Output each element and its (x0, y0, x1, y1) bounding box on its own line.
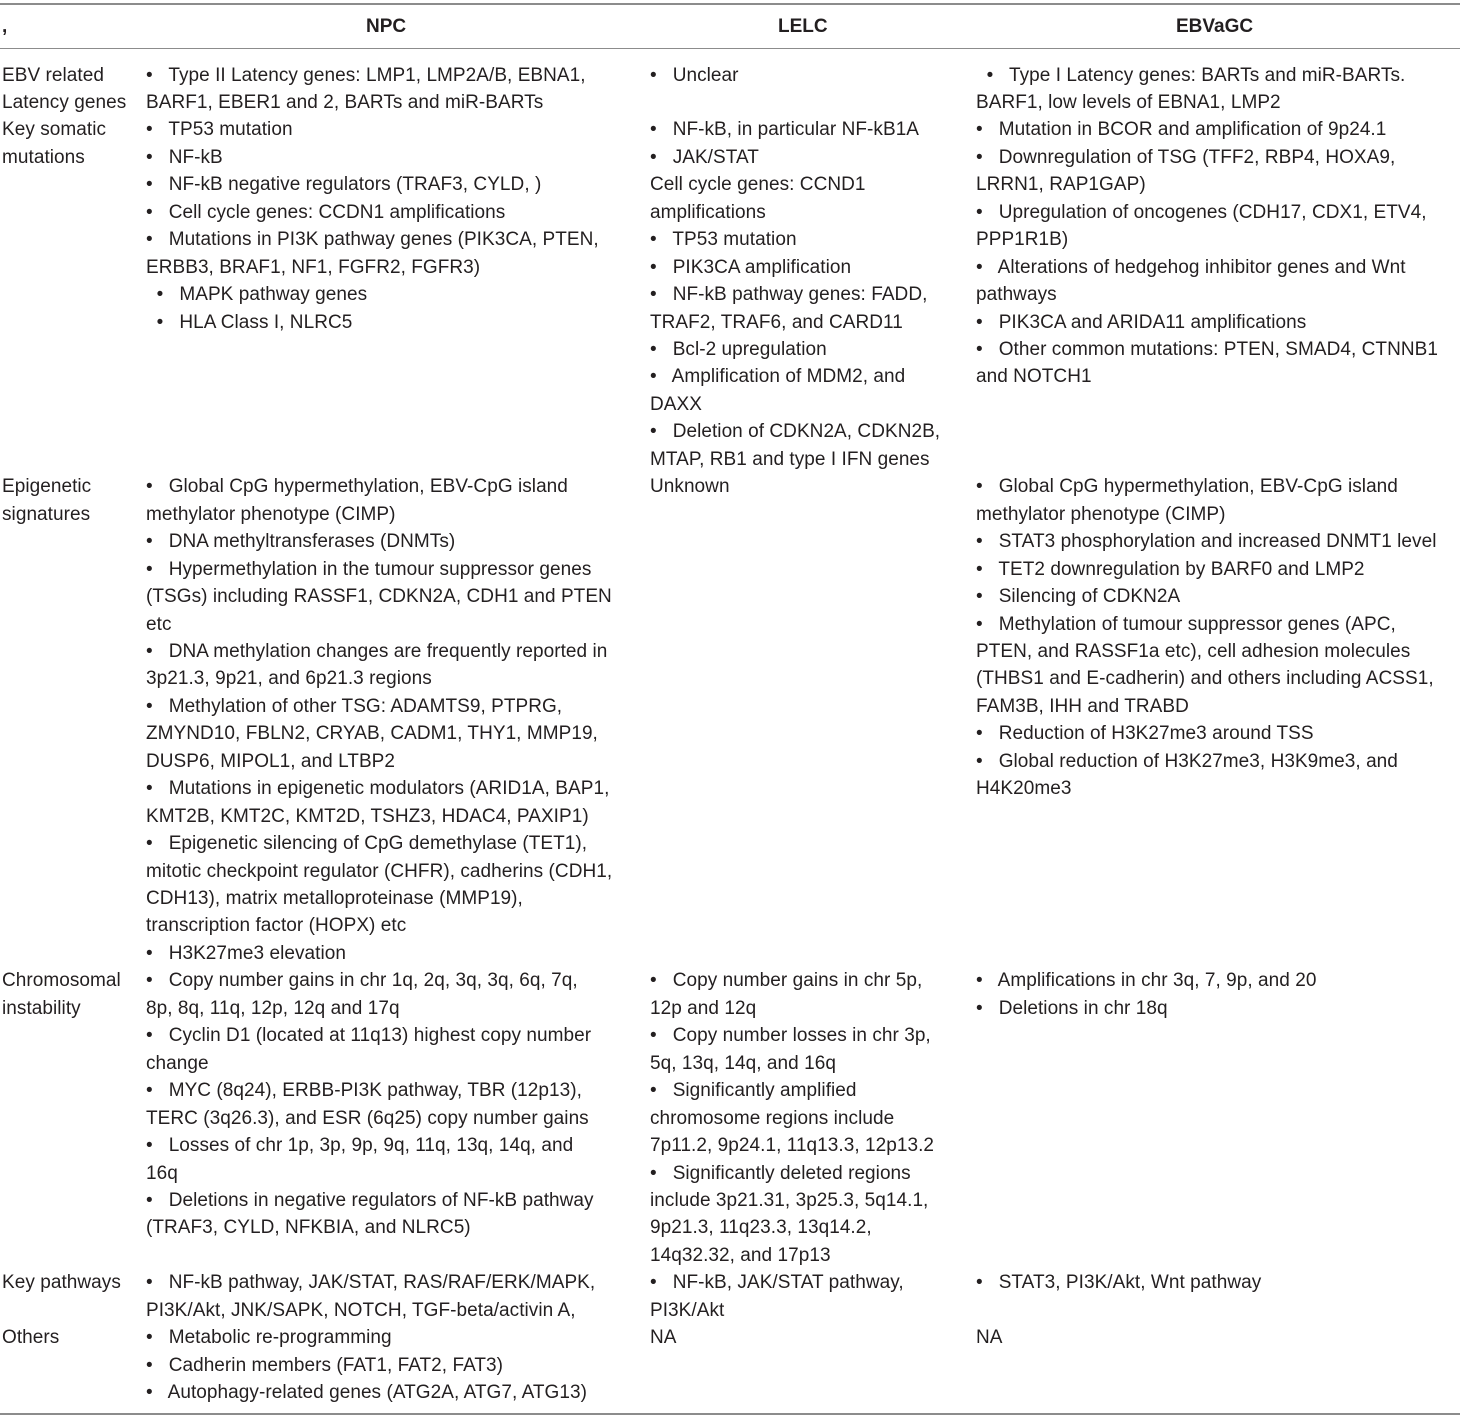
npc-cell-line: BARF1, EBER1 and 2, BARTs and miR-BARTs (146, 92, 544, 113)
npc-cell-line: TERC (3q26.3), and ESR (6q25) copy number gains (146, 1107, 589, 1129)
npc-cell-line: • H3K27me3 elevation (146, 942, 346, 964)
table-top-rule (0, 3, 1460, 5)
npc-cell-line: transcription factor (HOPX) etc (146, 915, 407, 937)
row-label-line: mutations (2, 146, 85, 168)
lelc-cell-line: MTAP, RB1 and type I IFN genes (650, 448, 930, 470)
npc-cell-line: • Losses of chr 1p, 3p, 9p, 9q, 11q, 13q, 14q, and (146, 1135, 574, 1156)
row-label-line: EBV related (2, 64, 104, 86)
lelc-cell-line: • Copy number losses in chr 3p, (650, 1025, 931, 1047)
lelc-cell-line: • TP53 mutation (650, 229, 797, 251)
header-corner: , (2, 16, 8, 37)
npc-cell-line: • NF-kB pathway, JAK/STAT, RAS/RAF/ERK/MAPK, (146, 1272, 596, 1294)
lelc-cell-line: amplifications (650, 201, 766, 223)
ebvagc-cell-line: • Alterations of hedgehog inhibitor genes and Wnt (976, 256, 1406, 278)
ebvagc-cell-line: • Deletions in chr 18q (976, 997, 1168, 1019)
ebvagc-cell-line: • Global CpG hypermethylation, EBV-CpG island (976, 476, 1398, 498)
ebvagc-cell-line: • Global reduction of H3K27me3, H3K9me3, and (976, 750, 1398, 772)
npc-cell-line: • HLA Class I, NLRC5 (146, 311, 353, 333)
lelc-cell-line: • Bcl-2 upregulation (650, 339, 827, 360)
lelc-cell-line: chromosome regions include (650, 1107, 895, 1129)
npc-cell-line: change (146, 1052, 209, 1074)
ebvagc-cell-line: • Amplifications in chr 3q, 7, 9p, and 20 (976, 970, 1317, 992)
npc-cell-line: KMT2B, KMT2C, KMT2D, TSHZ3, HDAC4, PAXIP1) (146, 805, 589, 827)
ebvagc-cell-line: PPP1R1B) (976, 229, 1069, 251)
row-label-line: Key pathways (2, 1272, 121, 1294)
npc-cell-line: • Mutations in PI3K pathway genes (PIK3CA, PTEN, (146, 229, 599, 251)
ebvagc-cell-line: • Downregulation of TSG (TFF2, RBP4, HOXA9, (976, 146, 1396, 168)
ebvagc-cell-line: • Upregulation of oncogenes (CDH17, CDX1, ETV4, (976, 201, 1427, 223)
npc-cell-line: 8p, 8q, 11q, 12p, 12q and 17q (146, 997, 400, 1019)
ebvagc-cell-line: • Silencing of CDKN2A (976, 586, 1181, 607)
ebvagc-cell-line: • Mutation in BCOR and amplification of 9p24.1 (976, 119, 1387, 141)
lelc-cell-line: • Copy number gains in chr 5p, (650, 970, 923, 992)
npc-cell-line: • Cadherin members (FAT1, FAT2, FAT3) (146, 1354, 504, 1376)
lelc-cell-line: 12p and 12q (650, 997, 757, 1019)
ebvagc-cell-line: • Reduction of H3K27me3 around TSS (976, 723, 1314, 745)
ebvagc-cell-line: FAM3B, IHH and TRABD (976, 695, 1189, 717)
row-label-line: Epigenetic (2, 476, 92, 498)
npc-cell-line: (TSGs) including RASSF1, CDKN2A, CDH1 and PTEN (146, 586, 612, 607)
npc-cell-line: • Epigenetic silencing of CpG demethylase (TET1), (146, 833, 588, 855)
table-bottom-rule (0, 1413, 1460, 1415)
npc-cell-line: • MAPK pathway genes (146, 284, 368, 306)
header-lelc: LELC (778, 16, 828, 37)
npc-cell-line: PI3K/Akt, JNK/SAPK, NOTCH, TGF-beta/activin A, (146, 1299, 576, 1321)
lelc-cell-line: • NF-kB, JAK/STAT pathway, (650, 1272, 904, 1294)
lelc-cell-line: • NF-kB, in particular NF-kB1A (650, 119, 920, 141)
ebvagc-cell-line: • STAT3 phosphorylation and increased DNMT1 level (976, 531, 1437, 553)
ebvagc-cell-line: and NOTCH1 (976, 366, 1092, 388)
npc-cell-line: etc (146, 613, 172, 635)
row-label-line: Key somatic (2, 119, 107, 141)
npc-cell-line: • Autophagy-related genes (ATG2A, ATG7, ATG13) (146, 1382, 587, 1404)
npc-cell-line: 3p21.3, 9p21, and 6p21.3 regions (146, 668, 432, 690)
ebvagc-cell-line: • Other common mutations: PTEN, SMAD4, CTNNB1 (976, 339, 1438, 360)
npc-cell-line: • DNA methylation changes are frequently reported in (146, 640, 608, 662)
npc-cell-line: • DNA methyltransferases (DNMTs) (146, 531, 456, 553)
lelc-cell-line: • JAK/STAT (650, 146, 759, 168)
npc-cell-line: CDH13), matrix metalloproteinase (MMP19), (146, 888, 523, 909)
row-label-line: instability (2, 997, 81, 1019)
npc-cell-line: ERBB3, BRAF1, NF1, FGFR2, FGFR3) (146, 256, 481, 278)
lelc-cell-line: DAXX (650, 393, 702, 415)
npc-cell-line: • NF-kB (146, 146, 223, 168)
npc-cell-line: • TP53 mutation (146, 119, 293, 141)
npc-cell-line: • Mutations in epigenetic modulators (ARID1A, BAP1, (146, 778, 610, 800)
npc-cell-line: methylator phenotype (CIMP) (146, 503, 396, 525)
npc-cell-line: • Cyclin D1 (located at 11q13) highest copy number (146, 1025, 592, 1047)
npc-cell-line: • Global CpG hypermethylation, EBV-CpG island (146, 476, 568, 498)
lelc-cell-line: 9p21.3, 11q23.3, 13q14.2, (650, 1217, 872, 1239)
ebvagc-cell-line: PTEN, and RASSF1a etc), cell adhesion molecules (976, 640, 1411, 662)
lelc-cell-line: • Amplification of MDM2, and (650, 366, 906, 388)
lelc-cell-line: 14q32.32, and 17p13 (650, 1244, 831, 1266)
lelc-cell-line: include 3p21.31, 3p25.3, 5q14.1, (650, 1190, 929, 1211)
lelc-cell-line: • NF-kB pathway genes: FADD, (650, 284, 928, 306)
npc-cell-line: • Cell cycle genes: CCDN1 amplifications (146, 201, 506, 223)
ebvagc-cell-line: • Methylation of tumour suppressor genes (APC, (976, 613, 1396, 635)
npc-cell-line: • Copy number gains in chr 1q, 2q, 3q, 3q, 6q, 7q, (146, 970, 578, 992)
npc-cell-line: ZMYND10, FBLN2, CRYAB, CADM1, THY1, MMP19, (146, 723, 598, 745)
ebvagc-cell-line: methylator phenotype (CIMP) (976, 503, 1226, 525)
row-label-line: Latency genes (2, 92, 127, 113)
lelc-cell-line: • Significantly amplified (650, 1080, 857, 1102)
lelc-cell-line: 7p11.2, 9p24.1, 11q13.3, 12p13.2 (650, 1135, 935, 1156)
row-label-line: Others (2, 1327, 60, 1349)
ebvagc-cell-line: • PIK3CA and ARIDA11 amplifications (976, 311, 1307, 333)
npc-cell-line: • Hypermethylation in the tumour suppressor genes (146, 558, 592, 580)
header-ebvagc: EBVaGC (1176, 16, 1254, 37)
npc-cell-line: DUSP6, MIPOL1, and LTBP2 (146, 750, 396, 772)
lelc-cell-line: Unknown (650, 476, 730, 498)
lelc-cell-line: PI3K/Akt (650, 1299, 725, 1321)
npc-cell-line: • Methylation of other TSG: ADAMTS9, PTPRG, (146, 695, 563, 717)
header-npc: NPC (366, 16, 407, 37)
npc-cell-line: • MYC (8q24), ERBB-PI3K pathway, TBR (12p13), (146, 1080, 582, 1102)
lelc-cell-line: TRAF2, TRAF6, and CARD11 (650, 311, 903, 333)
lelc-cell-line: Cell cycle genes: CCND1 (650, 174, 866, 196)
ebvagc-cell-line: • Type I Latency genes: BARTs and miR-BARTs. (976, 64, 1406, 86)
ebvagc-cell-line: (THBS1 and E-cadherin) and others including ACSS1, (976, 668, 1434, 690)
lelc-cell-line: NA (650, 1327, 677, 1349)
npc-cell-line: • Metabolic re-programming (146, 1327, 392, 1349)
npc-cell-line: • Deletions in negative regulators of NF-kB pathway (146, 1190, 594, 1211)
lelc-cell-line: • Unclear (650, 64, 739, 86)
row-label-line: Chromosomal (2, 970, 121, 992)
ebvagc-cell-line: BARF1, low levels of EBNA1, LMP2 (976, 92, 1281, 113)
ebvagc-cell-line: H4K20me3 (976, 778, 1072, 800)
npc-cell-line: • Type II Latency genes: LMP1, LMP2A/B, EBNA1, (146, 64, 586, 86)
npc-cell-line: • NF-kB negative regulators (TRAF3, CYLD, ) (146, 174, 542, 196)
npc-cell-line: (TRAF3, CYLD, NFKBIA, and NLRC5) (146, 1217, 471, 1239)
lelc-cell-line: • PIK3CA amplification (650, 256, 852, 278)
header-rule (0, 48, 1460, 49)
ebvagc-cell-line: LRRN1, RAP1GAP) (976, 174, 1146, 196)
npc-cell-line: mitotic checkpoint regulator (CHFR), cadherins (CDH1, (146, 860, 613, 882)
ebvagc-cell-line: NA (976, 1327, 1003, 1349)
row-label-line: signatures (2, 503, 91, 525)
ebvagc-cell-line: • TET2 downregulation by BARF0 and LMP2 (976, 558, 1365, 580)
ebvagc-cell-line: • STAT3, PI3K/Akt, Wnt pathway (976, 1272, 1262, 1294)
npc-cell-line: 16q (146, 1162, 178, 1184)
lelc-cell-line: • Deletion of CDKN2A, CDKN2B, (650, 421, 941, 443)
lelc-cell-line: 5q, 13q, 14q, and 16q (650, 1052, 836, 1074)
lelc-cell-line: • Significantly deleted regions (650, 1162, 911, 1184)
ebvagc-cell-line: pathways (976, 284, 1057, 306)
